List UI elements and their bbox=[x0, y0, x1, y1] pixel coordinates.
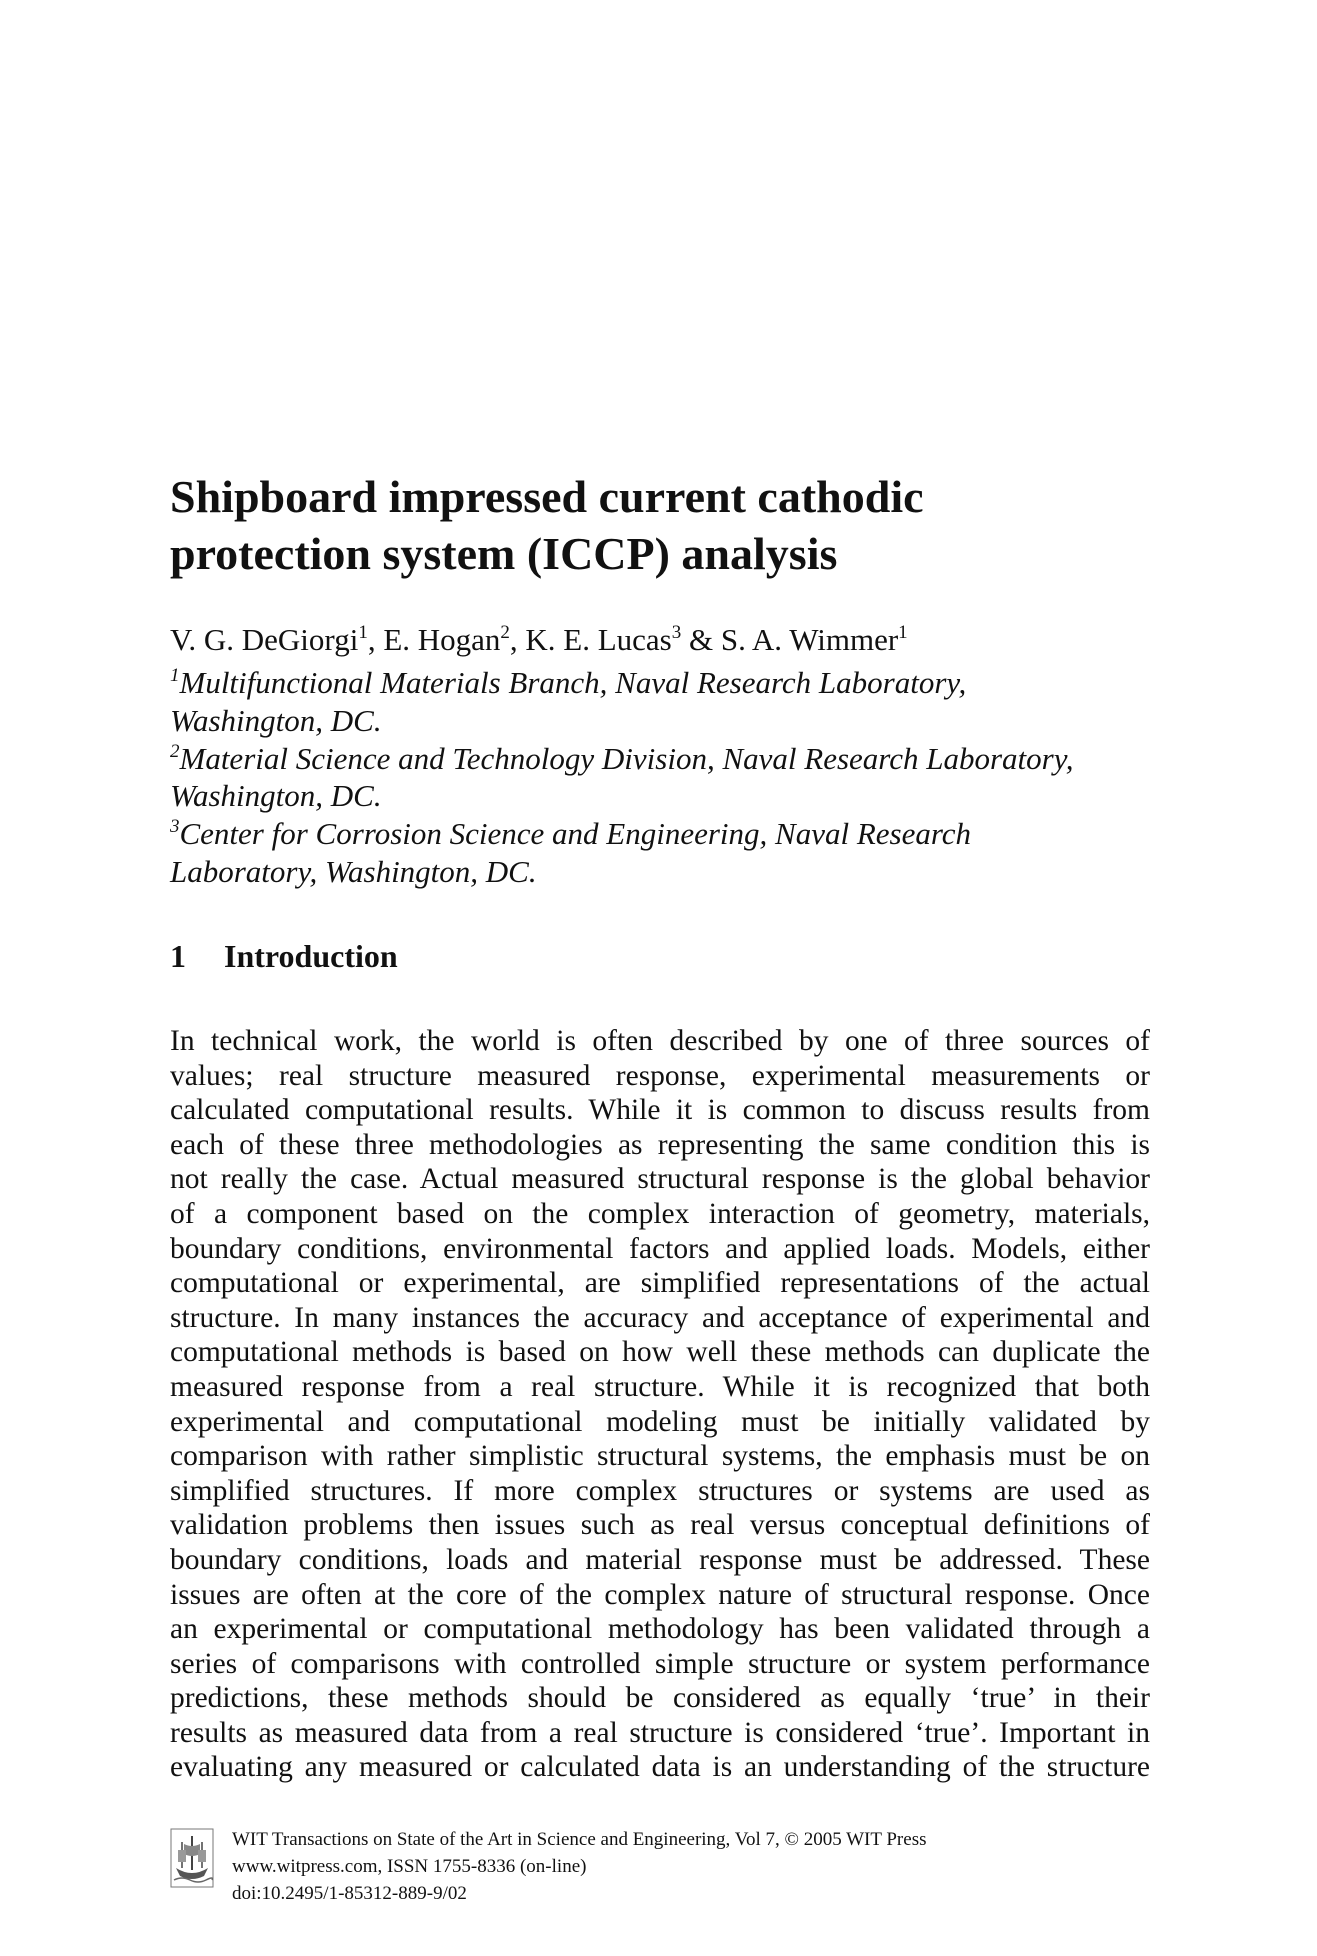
section-heading bbox=[170, 936, 1150, 976]
paragraph-line: results as measured data from a real structure is considered ‘true’. Important in bbox=[170, 1716, 1150, 1749]
affiliation-line bbox=[170, 815, 1150, 853]
affiliation-text: Multifunctional Materials Branch, Naval Research Laboratory, bbox=[179, 665, 967, 700]
paragraph-line: boundary conditions, environmental factors and applied loads. Models, either bbox=[170, 1232, 1150, 1265]
paragraph-line: computational methods is based on how well these methods can duplicate the bbox=[170, 1336, 1150, 1369]
paragraph-line: values; real structure measured response, experimental measurements or bbox=[170, 1059, 1150, 1092]
footer-text bbox=[232, 1826, 926, 1907]
affiliation-line bbox=[170, 664, 1150, 702]
author-affiliation-mark: 3 bbox=[671, 622, 682, 643]
paragraph-line: structure. In many instances the accuracy and acceptance of experimental and bbox=[170, 1301, 1150, 1334]
paragraph-line: calculated computational results. While it is common to discuss results from bbox=[170, 1094, 1150, 1127]
affiliation-line: Washington, DC. bbox=[170, 702, 382, 738]
affiliation-line: Laboratory, Washington, DC. bbox=[170, 853, 537, 889]
affiliation-line bbox=[170, 740, 1150, 778]
affiliation-mark: 3 bbox=[170, 816, 180, 838]
footer-publication-line: WIT Transactions on State of the Art in Science and Engineering, Vol 7, © 2005 WIT Press bbox=[232, 1829, 927, 1850]
wit-press-ship-logo-icon bbox=[170, 1828, 214, 1888]
paragraph-line: measured response from a real structure. While it is recognized that both bbox=[170, 1370, 1150, 1403]
paragraph-line: not really the case. Actual measured structural response is the global behavior bbox=[170, 1163, 1150, 1196]
affiliation-mark: 1 bbox=[170, 665, 180, 686]
paragraph-line: simplified structures. If more complex structures or systems are used as bbox=[170, 1474, 1150, 1507]
footer-website-line: www.witpress.com, ISSN 1755-8336 (on-line) bbox=[232, 1856, 587, 1877]
author-separator: , bbox=[509, 622, 526, 657]
paragraph-line: computational or experimental, are simplified representations of the actual bbox=[170, 1267, 1150, 1300]
page-footer bbox=[170, 1826, 1150, 1936]
paper-title bbox=[170, 468, 1150, 582]
author-affiliation-mark: 1 bbox=[358, 622, 368, 643]
author-affiliation-mark: 1 bbox=[898, 622, 908, 643]
paragraph-line: validation problems then issues such as real versus conceptual definitions of bbox=[170, 1509, 1150, 1542]
paragraph-line: each of these three methodologies as representing the same condition this is bbox=[170, 1128, 1150, 1161]
author-affiliation-mark: 2 bbox=[500, 622, 510, 643]
paragraph-line: experimental and computational modeling must be initially validated by bbox=[170, 1405, 1150, 1438]
paragraph-line: evaluating any measured or calculated data is an understanding of the structure bbox=[170, 1751, 1150, 1784]
affiliation-text: Material Science and Technology Division, Naval Research Laboratory, bbox=[179, 740, 1074, 776]
introduction-paragraph bbox=[170, 1024, 1150, 1785]
author-separator: , bbox=[367, 622, 384, 657]
paragraph-line: predictions, these methods should be considered as equally ‘true’ in their bbox=[170, 1682, 1150, 1715]
author-name: V. G. DeGiorgi bbox=[170, 622, 359, 657]
title-line-1: Shipboard impressed current cathodic bbox=[170, 471, 924, 522]
affiliation-text: Center for Corrosion Science and Engineering, Naval Research bbox=[179, 816, 972, 852]
paragraph-line: issues are often at the core of the complex nature of structural response. Once bbox=[170, 1578, 1150, 1611]
author-list bbox=[170, 622, 1150, 658]
author-name: K. E. Lucas bbox=[525, 622, 672, 657]
section-title: Introduction bbox=[224, 938, 398, 974]
paragraph-line: of a component based on the complex interaction of geometry, materials, bbox=[170, 1197, 1150, 1230]
affiliation-list bbox=[170, 664, 1150, 891]
affiliation-line: Washington, DC. bbox=[170, 778, 382, 814]
paragraph-line: comparison with rather simplistic structural systems, the emphasis must be on bbox=[170, 1440, 1150, 1473]
author-name: E. Hogan bbox=[383, 622, 501, 657]
author-name: S. A. Wimmer bbox=[720, 622, 899, 657]
paragraph-line: boundary conditions, loads and material response must be addressed. These bbox=[170, 1543, 1150, 1576]
paragraph-line: series of comparisons with controlled simple structure or system performance bbox=[170, 1647, 1150, 1680]
affiliation-mark: 2 bbox=[170, 740, 180, 762]
title-line-2: protection system (ICCP) analysis bbox=[170, 528, 838, 579]
paragraph-line: In technical work, the world is often described by one of three sources of bbox=[170, 1025, 1150, 1057]
section-number: 1 bbox=[170, 938, 186, 974]
paragraph-line: an experimental or computational methodology has been validated through a bbox=[170, 1613, 1150, 1646]
footer-doi-line: doi:10.2495/1-85312-889-9/02 bbox=[232, 1883, 467, 1904]
author-separator: & bbox=[681, 622, 721, 657]
